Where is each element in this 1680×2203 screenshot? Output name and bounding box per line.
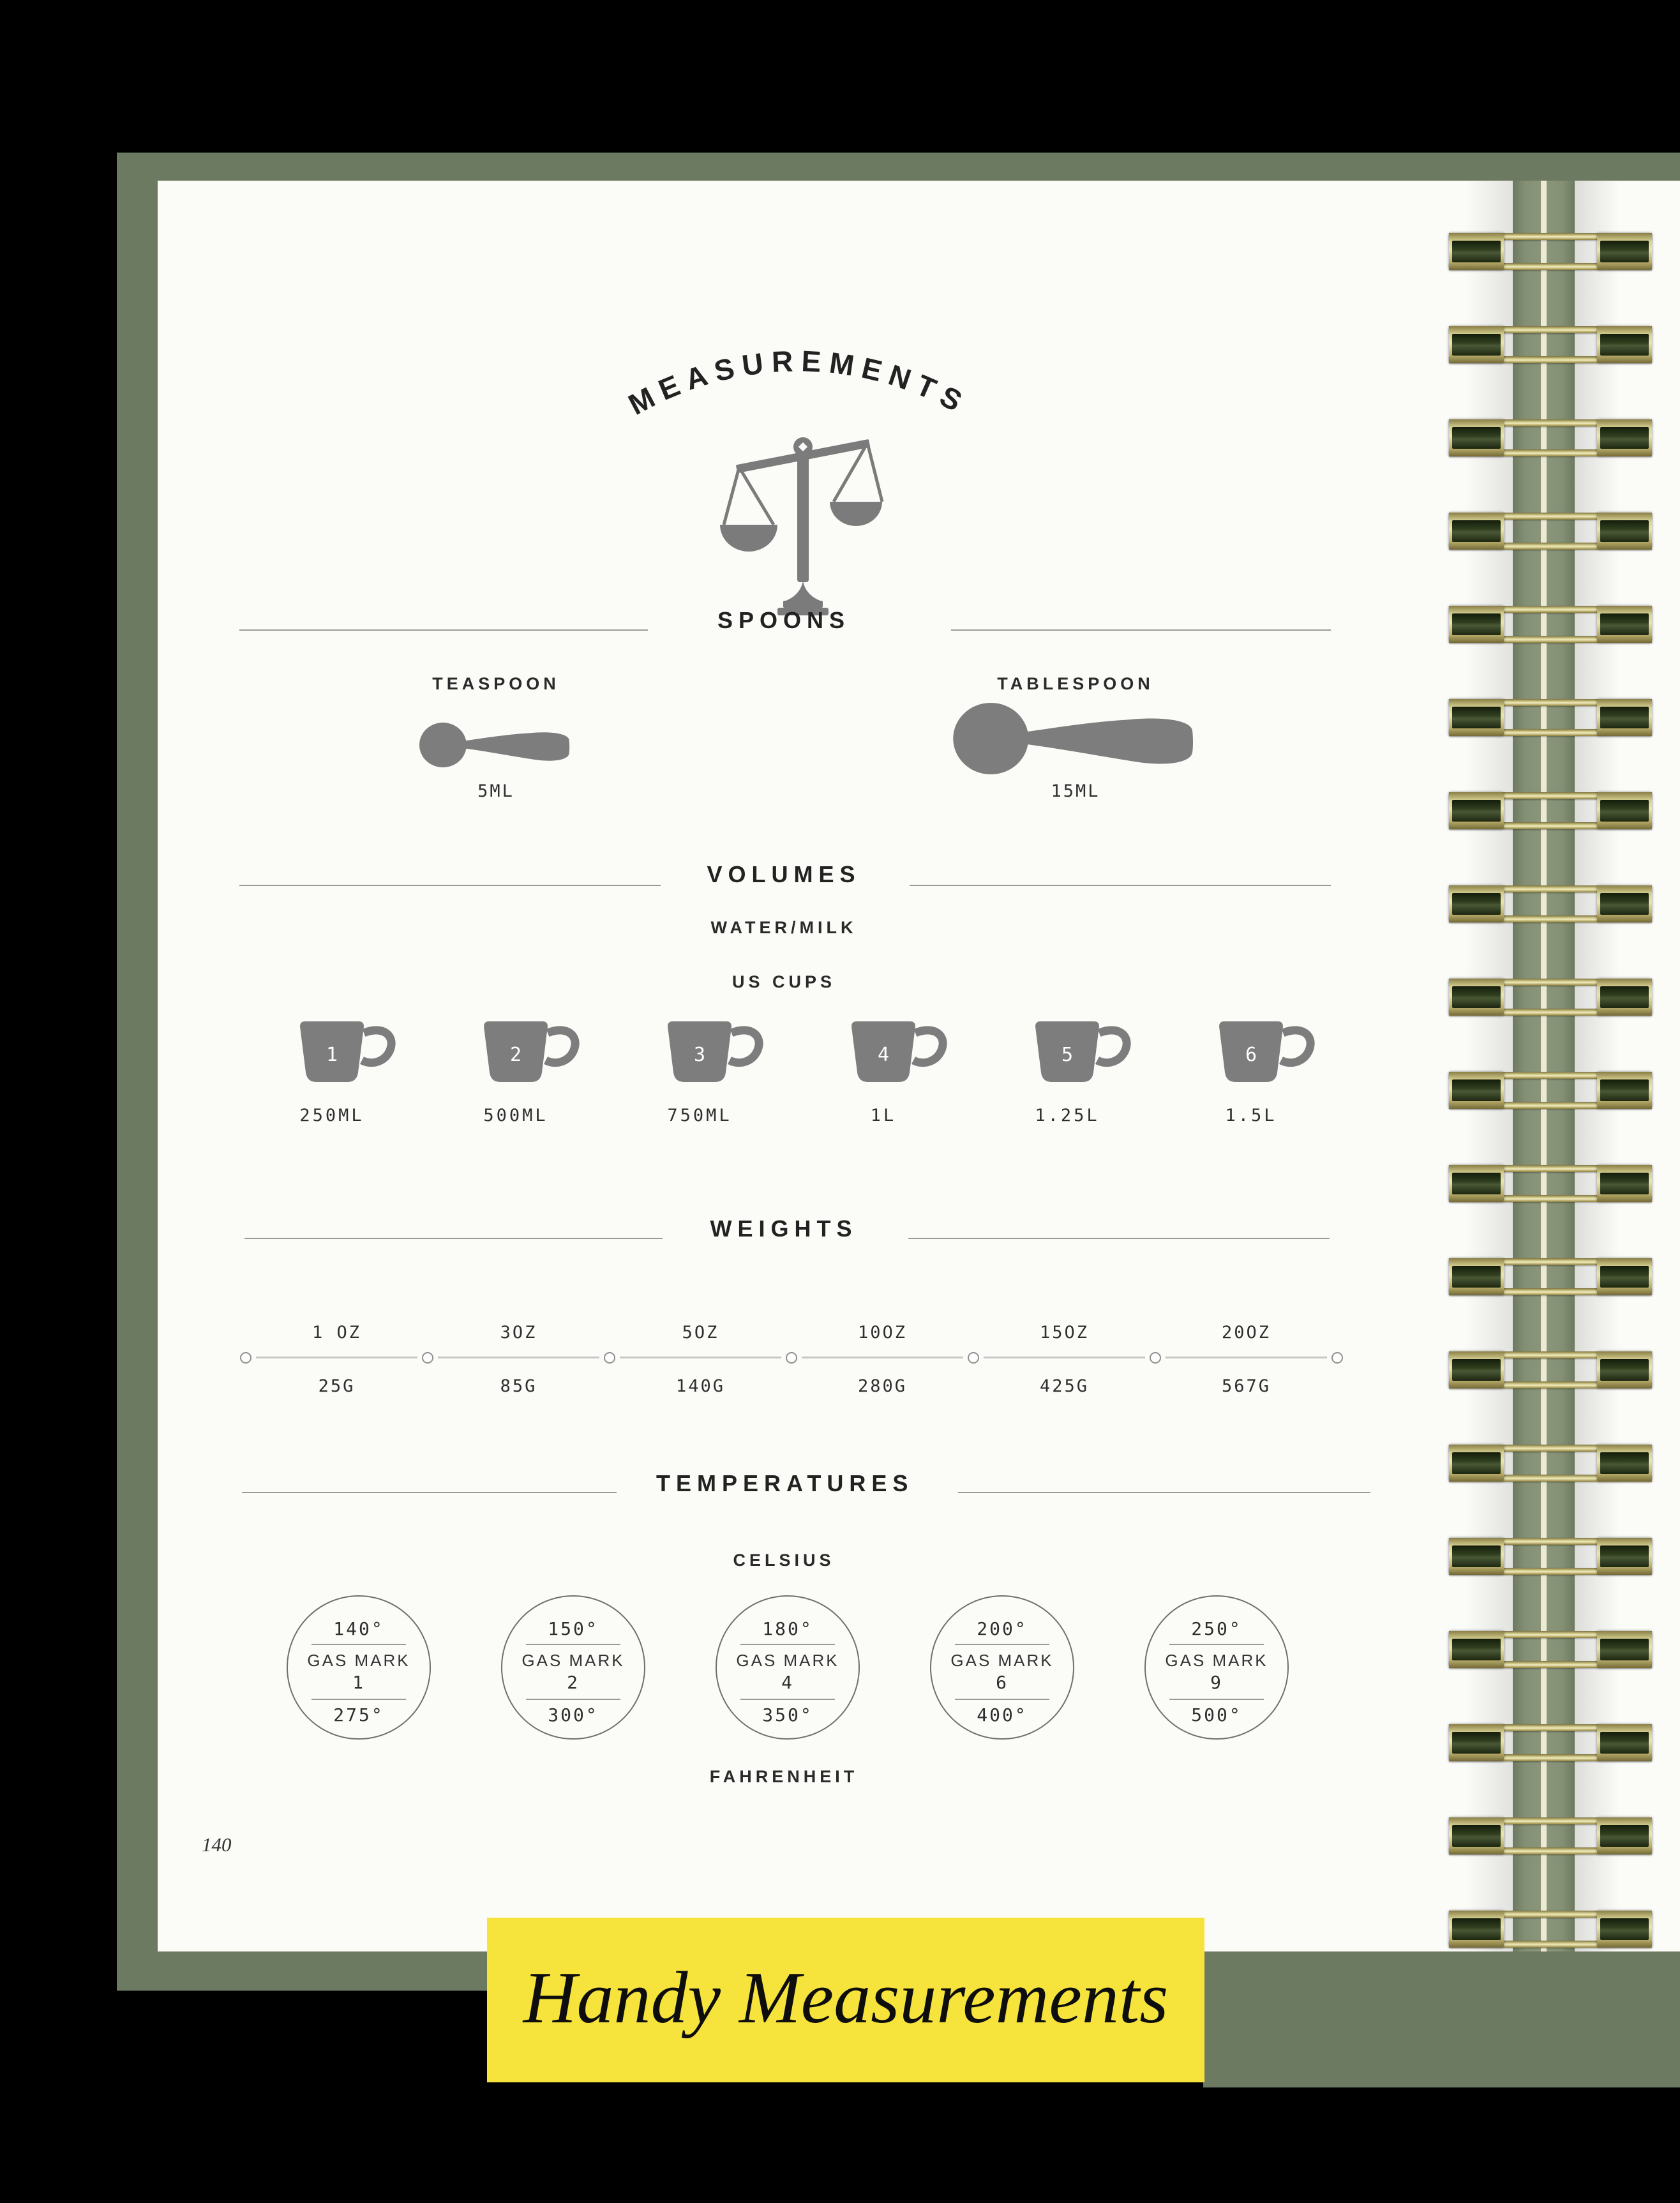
us-cups-label: US CUPS (731, 972, 836, 991)
divider (239, 885, 661, 886)
binding-clip (1449, 1911, 1652, 1948)
us-cup-icon (296, 1020, 398, 1084)
weight-segment (1166, 1357, 1327, 1358)
weight-gram-label: 425G (1039, 1376, 1090, 1396)
gas-mark-circle (1144, 1595, 1289, 1740)
cup-number: 6 (1245, 1044, 1257, 1066)
gas-mark-label: GAS MARK (950, 1651, 1054, 1670)
divider (1169, 1699, 1264, 1700)
temperatures-heading: TEMPERATURES (656, 1470, 914, 1496)
binding-hole (1452, 1079, 1501, 1101)
divider (955, 1644, 1049, 1645)
gas-mark-label: GAS MARK (736, 1651, 839, 1670)
weight-oz-label: 10OZ (857, 1323, 908, 1342)
binding-hole (1600, 893, 1649, 915)
binding-hole (1452, 986, 1501, 1008)
arc-title-text: MEASUREMENTS (623, 344, 975, 421)
binding-hole (1452, 1639, 1501, 1660)
binding-hole (1600, 241, 1649, 262)
teaspoon-volume: 5ML (477, 781, 514, 801)
binding-hole (1600, 986, 1649, 1008)
water-milk-label: WATER/MILK (710, 918, 857, 937)
binding-hole (1452, 893, 1501, 915)
binding-hole (1600, 1825, 1649, 1847)
binding-hole (1600, 1173, 1649, 1194)
tablespoon-icon (951, 701, 1200, 776)
divider (740, 1644, 835, 1645)
divider (242, 1492, 617, 1493)
cup-number: 2 (509, 1044, 522, 1066)
binding-clip (1449, 1351, 1652, 1388)
volumes-heading: VOLUMES (707, 861, 861, 887)
cup-volume-label: 500ML (483, 1106, 548, 1125)
weight-oz-label: 1 OZ (311, 1323, 362, 1342)
divider (311, 1699, 406, 1700)
weight-node (1331, 1352, 1343, 1364)
binding-clip (1449, 792, 1652, 829)
temp-fahrenheit: 500° (1191, 1704, 1242, 1726)
binding-clip (1449, 606, 1652, 643)
divider (908, 1238, 1330, 1239)
binding-clip (1449, 699, 1652, 736)
gas-mark-number: 1 (352, 1672, 365, 1693)
tablespoon-volume: 15ML (1051, 781, 1100, 801)
binding-hole (1452, 707, 1501, 728)
cup-number: 4 (877, 1044, 890, 1066)
binding-hole (1452, 1732, 1501, 1754)
binding-hole (1600, 427, 1649, 449)
binding-clip (1449, 1724, 1652, 1761)
binding-clip (1449, 233, 1652, 270)
binding-hole (1600, 1732, 1649, 1754)
fahrenheit-label: FAHRENHEIT (709, 1767, 859, 1786)
cup-volume-label: 1L (870, 1106, 897, 1125)
teaspoon-label: TEASPOON (432, 674, 560, 693)
us-cup-icon (1031, 1020, 1134, 1084)
weight-segment (802, 1357, 963, 1358)
weight-node (240, 1352, 251, 1364)
weight-oz-label: 15OZ (1039, 1323, 1090, 1342)
binding-hole (1600, 1918, 1649, 1940)
binding-hole (1452, 1266, 1501, 1288)
tablespoon-label: TABLESPOON (997, 674, 1154, 693)
gas-mark-number: 4 (781, 1672, 794, 1693)
gas-mark-circle (501, 1595, 645, 1740)
weight-segment (620, 1357, 781, 1358)
binding-hole (1452, 1452, 1501, 1474)
binding-hole (1452, 1545, 1501, 1567)
binding-clip (1449, 1538, 1652, 1575)
divider (239, 629, 648, 631)
temp-fahrenheit: 275° (333, 1704, 384, 1726)
weights-heading: WEIGHTS (710, 1215, 858, 1242)
gas-mark-circle (287, 1595, 431, 1740)
cup-volume-label: 250ML (299, 1106, 364, 1125)
gas-mark-label: GAS MARK (1165, 1651, 1268, 1670)
chapter-banner (487, 1918, 1204, 2082)
us-cup-icon (480, 1020, 582, 1084)
us-cup-icon (1215, 1020, 1317, 1084)
binding-clip (1449, 326, 1652, 363)
chapter-title: Handy Measurements (523, 1957, 1169, 2039)
temp-celsius: 180° (762, 1618, 813, 1639)
binding-hole (1600, 800, 1649, 822)
binding-clip (1449, 1817, 1652, 1854)
teaspoon-icon (419, 720, 573, 770)
weight-oz-label: 3OZ (500, 1323, 537, 1342)
cup-volume-label: 1.5L (1225, 1106, 1277, 1125)
binding-hole (1452, 1918, 1501, 1940)
weight-node (1150, 1352, 1161, 1364)
binding-hole (1600, 334, 1649, 356)
weight-gram-label: 25G (318, 1376, 356, 1396)
temp-celsius: 250° (1191, 1618, 1242, 1639)
binding-hole (1452, 800, 1501, 822)
cup-volume-label: 750ML (667, 1106, 732, 1125)
binding-hole (1452, 427, 1501, 449)
divider (526, 1644, 620, 1645)
binding-hole (1600, 520, 1649, 542)
balance-scale-icon (720, 424, 886, 622)
cup-number: 1 (326, 1044, 338, 1066)
divider (951, 629, 1331, 631)
temp-fahrenheit: 400° (977, 1704, 1028, 1726)
weight-node (786, 1352, 797, 1364)
gas-mark-number: 2 (567, 1672, 580, 1693)
binding-clip (1449, 1165, 1652, 1202)
divider (740, 1699, 835, 1700)
binding-clip (1449, 1072, 1652, 1109)
binding-clip (1449, 979, 1652, 1016)
divider (311, 1644, 406, 1645)
cup-number: 5 (1061, 1044, 1074, 1066)
weight-node (422, 1352, 433, 1364)
gas-mark-number: 9 (1210, 1672, 1223, 1693)
svg-text:MEASUREMENTS (623, 344, 974, 421)
divider (1169, 1644, 1264, 1645)
binding-hole (1452, 520, 1501, 542)
binding-hole (1452, 613, 1501, 635)
binding-clip (1449, 1445, 1652, 1482)
binding-hole (1452, 1359, 1501, 1381)
binding-hole (1600, 1639, 1649, 1660)
weight-node (968, 1352, 979, 1364)
gas-mark-label: GAS MARK (307, 1651, 410, 1670)
divider (955, 1699, 1049, 1700)
gas-mark-circle (716, 1595, 860, 1740)
binding-clip (1449, 419, 1652, 456)
weight-node (604, 1352, 615, 1364)
celsius-label: CELSIUS (733, 1551, 835, 1570)
temp-celsius: 200° (977, 1618, 1028, 1639)
weight-segment (984, 1357, 1145, 1358)
temp-fahrenheit: 350° (762, 1704, 813, 1726)
us-cup-icon (848, 1020, 950, 1084)
temp-celsius: 140° (333, 1618, 384, 1639)
binding-clip (1449, 1631, 1652, 1668)
weight-oz-label: 20OZ (1221, 1323, 1271, 1342)
binding-hole (1452, 1825, 1501, 1847)
binding-hole (1600, 1452, 1649, 1474)
weight-segment (438, 1357, 599, 1358)
temp-fahrenheit: 300° (548, 1704, 599, 1726)
binding-clip (1449, 513, 1652, 550)
weight-gram-label: 280G (857, 1376, 908, 1396)
temp-celsius: 150° (548, 1618, 599, 1639)
gas-mark-number: 6 (996, 1672, 1009, 1693)
divider (244, 1238, 663, 1239)
binding-clip (1449, 1258, 1652, 1295)
binding-hole (1600, 1359, 1649, 1381)
binding-hole (1600, 707, 1649, 728)
binding-hole (1452, 241, 1501, 262)
cup-number: 3 (693, 1044, 706, 1066)
binding-hole (1600, 1079, 1649, 1101)
weight-gram-label: 567G (1221, 1376, 1271, 1396)
gas-mark-label: GAS MARK (521, 1651, 625, 1670)
divider (526, 1699, 620, 1700)
weight-segment (256, 1357, 417, 1358)
weight-gram-label: 140G (675, 1376, 726, 1396)
cup-volume-label: 1.25L (1035, 1106, 1100, 1125)
weight-gram-label: 85G (500, 1376, 537, 1396)
weight-oz-label: 5OZ (682, 1323, 719, 1342)
divider (958, 1492, 1370, 1493)
binding-hole (1452, 1173, 1501, 1194)
gas-mark-circle (930, 1595, 1074, 1740)
binding-hole (1452, 334, 1501, 356)
binding-clip (1449, 885, 1652, 922)
us-cup-icon (664, 1020, 766, 1084)
divider (910, 885, 1331, 886)
page-number: 140 (202, 1833, 232, 1856)
binding-hole (1600, 1545, 1649, 1567)
binding-hole (1600, 613, 1649, 635)
spoons-heading: SPOONS (717, 607, 851, 633)
binding-hole (1600, 1266, 1649, 1288)
